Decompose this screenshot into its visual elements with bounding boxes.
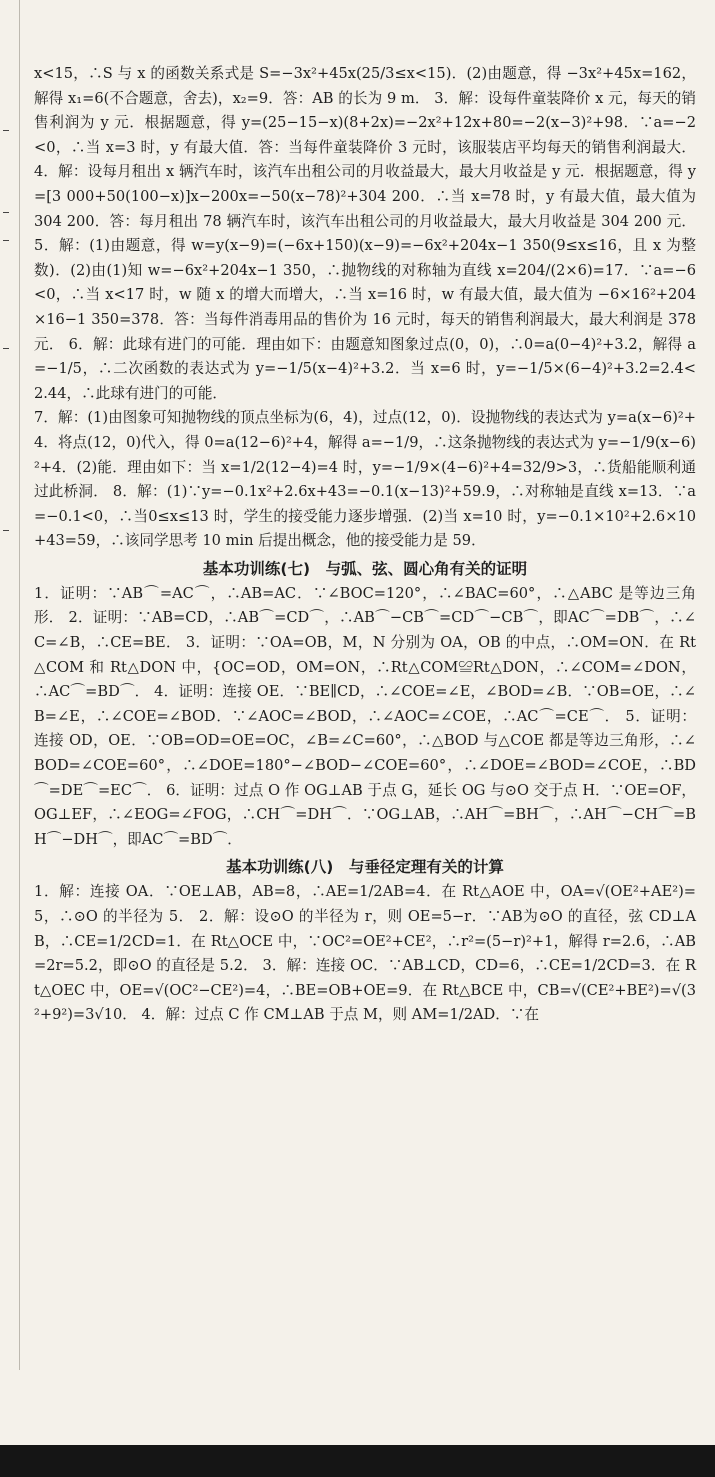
answers-paragraph-arc-chord: 1．证明：∵AB⌒=AC⌒，∴AB=AC．∵∠BOC=120°，∴∠BAC=60°，∴△ABC 是等边三角形． 2．证明：∵AB=CD，∴AB⌒=CD⌒，∴AB⌒−CB⌒=CD⌒−CB⌒，即AC⌒=DB⌒，∴∠C=∠B，∴CE=BE． 3．证明：∵OA=OB，M，N 分别为 OA，OB 的中点，∴OM=ON．在 Rt△COM 和 Rt△DON 中，{OC=OD，OM=ON，∴Rt△COM≌Rt△DON，∴∠COM=∠DON，∴AC⌒=BD⌒． 4．证明：连接 OE．∵BE∥CD，∴∠COE=∠E，∠BOD=∠B．∵OB=OE，∴∠B=∠E，∴∠COE=∠BOD．∵∠AOC=∠BOD，∴∠AOC=∠COE，∴AC⌒=CE⌒． 5．证明：连接 OD，OE．∵OB=OD=OE=OC，∠B=∠C=60°，∴△BOD 与△COE 都是等边三角形，∴∠BOD=∠COE=60°，∴∠DOE=180°−∠BOD−∠COE=60°，∴∠DOE=∠BOD=∠COE，∴BD⌒=DE⌒=EC⌒． 6．证明：过点 O 作 OG⊥AB 于点 G，延长 OG 与⊙O 交于点 H．∵OE=OF，OG⊥EF，∴∠EOG=∠FOG，∴CH⌒=DH⌒．∵OG⊥AB，∴AH⌒=BH⌒，∴AH⌒−CH⌒=BH⌒−DH⌒，即AC⌒=BD⌒． [34, 584, 696, 848]
binding-margin-line [19, 0, 20, 1370]
margin-mark [3, 348, 9, 349]
section-heading-perpendicular-diameter: 基本功训练(八) 与垂径定理有关的计算 [226, 858, 504, 877]
margin-mark [3, 530, 9, 531]
bottom-dark-band [0, 1445, 715, 1477]
answers-paragraph-perpendicular-diameter: 1．解：连接 OA．∵OE⊥AB，AB=8，∴AE=1/2AB=4．在 Rt△AOE 中，OA=√(OE²+AE²)=5，∴⊙O 的半径为 5． 2．解：设⊙O 的半径为 r，则 OE=5−r．∵AB为⊙O 的直径，弦 CD⊥AB，∴CE=1/2CD=1．在 Rt△OCE 中，∵OC²=OE²+CE²，∴r²=(5−r)²+1，解得 r=2.6，∴AB=2r=5.2，即⊙O 的直径是 5.2． 3．解：连接 OC．∵AB⊥CD，CD=6，∴CE=1/2CD=3．在 Rt△OEC 中，OE=√(OC²−CE²)=4，∴BE=OB+OE=9．在 Rt△BCE 中，CB=√(CE²+BE²)=√(3²+9²)=3√10． 4．解：过点 C 作 CM⊥AB 于点 M，则 AM=1/2AD．∵在 [34, 883, 696, 1024]
section-heading-arc-chord: 基本功训练(七) 与弧、弦、圆心角有关的证明 [202, 559, 528, 578]
text-body [34, 62, 696, 1028]
margin-mark [3, 212, 9, 213]
answers-paragraph-quadratic: x<15，∴S 与 x 的函数关系式是 S=−3x²+45x(25/3≤x<15)．(2)由题意，得 −3x²+45x=162，解得 x₁=6(不合题意，舍去)，x₂=9．答：AB 的长为 9 m． 3．解：设每件童装降价 x 元，每天的销售利润为 y 元．根据题意，得 y=(25−15−x)(8+2x)=−2x²+12x+80=−2(x−3)²+98．∵a=−2<0，∴当 x=3 时，y 有最大值．答：当每件童装降价 3 元时，该服装店平均每天的销售利润最大． 4．解：设每月租出 x 辆汽车时，该汽车出租公司的月收益最大，最大月收益是 y 元．根据题意，得 y=[3 000+50(100−x)]x−200x=−50(x−78)²+304 200．∴当 x=78 时，y 有最大值，最大值为 304 200．答：每月租出 78 辆汽车时，该汽车出租公司的月收益最大，最大月收益是 304 200 元． 5．解：(1)由题意，得 w=y(x−9)=(−6x+150)(x−9)=−6x²+204x−1 350(9≤x≤16，且 x 为整数)．(2)由(1)知 w=−6x²+204x−1 350，∴抛物线的对称轴为直线 x=204/(2×6)=17．∵a=−6<0，∴当 x<17 时，w 随 x 的增大而增大，∴当 x=16 时，w 有最大值，最大值为 −6×16²+204×16−1 350=378．答：当每件消毒用品的售价为 16 元时，每天的销售利润最大，最大利润是 378 元． 6．解：此球有进门的可能．理由如下：由题意知图象过点(0，0)，∴0=a(0−4)²+3.2，解得 a=−1/5，∴二次函数的表达式为 y=−1/5(x−4)²+3.2．当 x=6 时，y=−1/5×(6−4)²+3.2=2.4<2.44，∴此球有进门的可能． [34, 65, 696, 402]
answers-paragraph-parabola: 7．解：(1)由图象可知抛物线的顶点坐标为(6，4)，过点(12，0)．设抛物线的表达式为 y=a(x−6)²+4．将点(12，0)代入，得 0=a(12−6)²+4，解得 a=−1/9，∴这条抛物线的表达式为 y=−1/9(x−6)²+4．(2)能．理由如下：当 x=1/2(12−4)=4 时，y=−1/9×(4−6)²+4=32/9>3，∴货船能顺利通过此桥洞． 8．解：(1)∵y=−0.1x²+2.6x+43=−0.1(x−13)²+59.9，∴对称轴是直线 x=13．∵a=−0.1<0，∴当0≤x≤13 时，学生的接受能力逐步增强．(2)当 x=10 时，y=−0.1×10²+2.6×10+43=59，∴该同学思考 10 min 后提出概念，他的接受能力是 59． [34, 409, 696, 550]
margin-mark [3, 130, 9, 131]
margin-mark [3, 240, 9, 241]
